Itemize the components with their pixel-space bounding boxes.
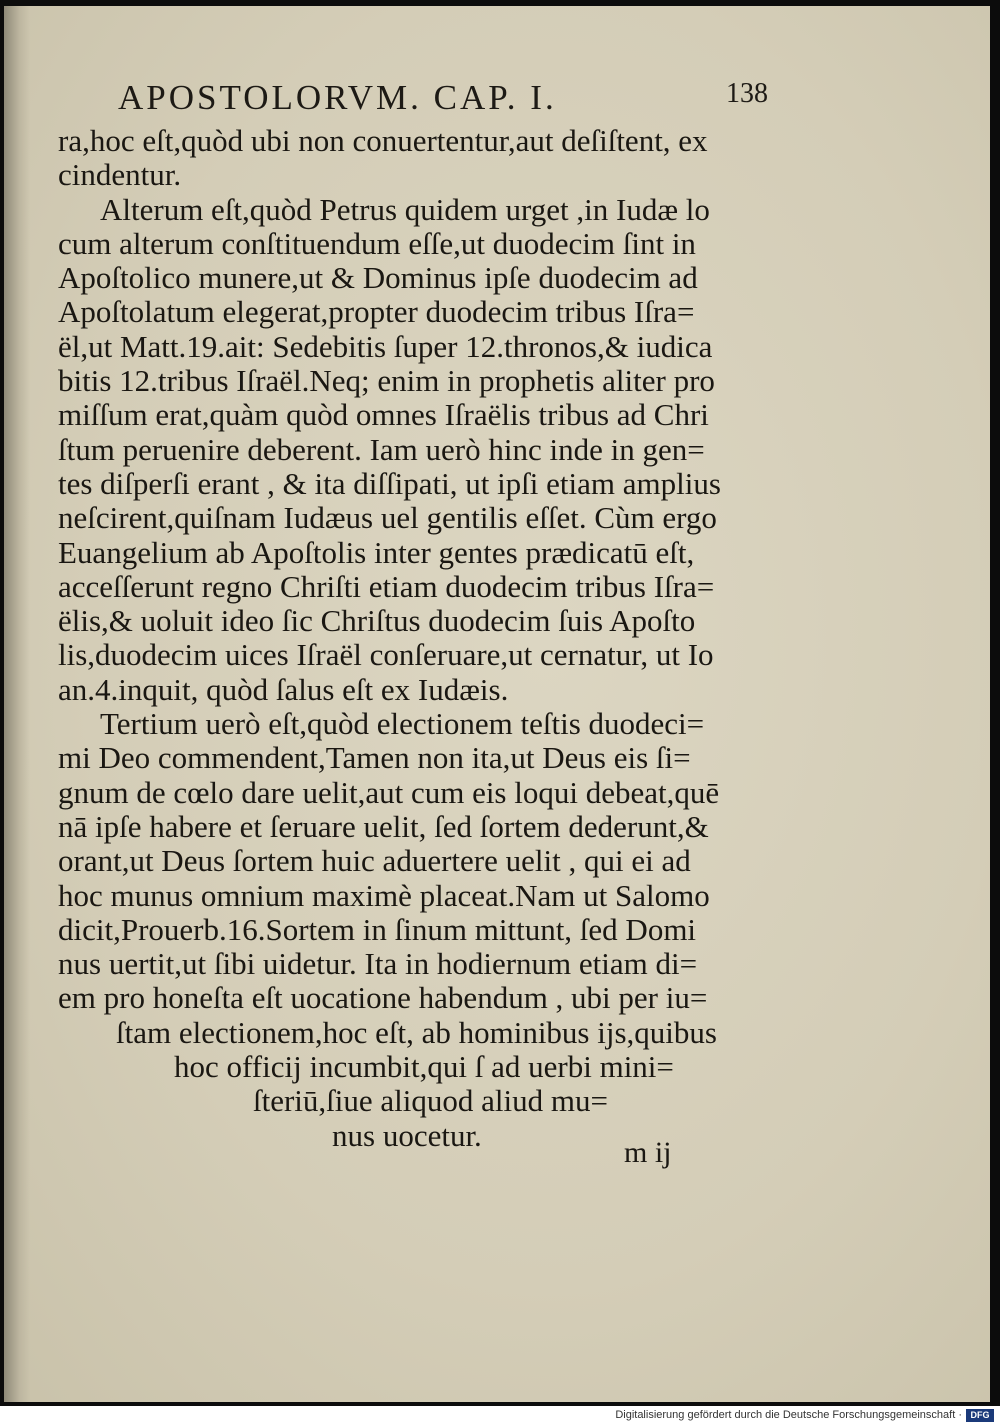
text-line: nus uocetur. bbox=[332, 1118, 482, 1153]
text-line: ra,hoc eſt,quòd ubi non conuertentur,aut deſiſtent, ex bbox=[58, 124, 708, 158]
text-line: ëlis,& uoluit ideo ſic Chriſtus duodecim ſuis Apoſto bbox=[58, 604, 696, 639]
running-head: APOSTOLORVM. CAP. I. bbox=[118, 78, 557, 117]
text-line: nus uertit,ut ſibi uidetur. Ita in hodiernum etiam di= bbox=[58, 947, 698, 982]
text-line: acceſſerunt regno Chriſti etiam duodecim tribus Iſra= bbox=[58, 569, 715, 604]
text-line: Apoſtolico munere,ut & Dominus ipſe duodecim ad bbox=[58, 261, 698, 296]
text-line: ſteriū,ſiue aliquod aliud mu= bbox=[253, 1084, 608, 1119]
digitization-credit: Digitalisierung gefördert durch die Deutsche Forschungsgemeinschaft · bbox=[615, 1409, 962, 1421]
text-line: an.4.inquit, quòd ſalus eſt ex Iudæis. bbox=[58, 672, 509, 707]
text-line: nā ipſe habere et ſeruare uelit, ſed ſortem dederunt,& bbox=[58, 809, 709, 844]
text-line: em pro honeſta eſt uocatione habendum , ubi per iu= bbox=[58, 981, 708, 1016]
dfg-logo: DFG bbox=[966, 1409, 994, 1422]
text-line: ſtam electionem,hoc eſt, ab hominibus ijs,quibus bbox=[116, 1015, 717, 1050]
text-line: ël,ut Matt.19.ait: Sedebitis ſuper 12.thronos,& iudica bbox=[58, 329, 713, 364]
text-line: orant,ut Deus ſortem huic aduertere uelit , qui ei ad bbox=[58, 844, 691, 879]
text-line: gnum de cœlo dare uelit,aut cum eis loqui debeat,quē bbox=[58, 775, 720, 810]
text-line: tes diſperſi erant , & ita diſſipati, ut ipſi etiam amplius bbox=[58, 466, 721, 501]
page-gutter-shadow bbox=[4, 6, 30, 1402]
text-line: miſſum erat,quàm quòd omnes Iſraëlis tribus ad Chri bbox=[58, 398, 709, 433]
text-line: ſtum peruenire deberent. Iam uerò hinc inde in gen= bbox=[58, 432, 705, 467]
text-line: hoc officij incumbit,qui ſ ad uerbi mini= bbox=[174, 1050, 674, 1085]
body-text bbox=[58, 124, 758, 1153]
text-line: Euangelium ab Apoſtolis inter gentes prædicatū eſt, bbox=[58, 535, 695, 570]
text-line: neſcirent,quiſnam Iudæus uel gentilis eſſet. Cùm ergo bbox=[58, 501, 717, 536]
text-line: bitis 12.tribus Iſraël.Neq; enim in prophetis aliter pro bbox=[58, 364, 715, 399]
page-header bbox=[118, 78, 768, 118]
text-line: Alterum eſt,quòd Petrus quidem urget ,in Iudæ lo bbox=[100, 192, 710, 227]
text-line: dicit,Prouerb.16.Sortem in ſinum mittunt, ſed Domi bbox=[58, 912, 697, 947]
text-line: hoc munus omnium maximè placeat.Nam ut Salomo bbox=[58, 878, 710, 913]
text-line: cindentur. bbox=[58, 158, 182, 193]
folio-number: 138 bbox=[726, 78, 768, 109]
text-line: Tertium uerò eſt,quòd electionem teſtis duodeci= bbox=[100, 707, 705, 742]
signature-mark: m ij bbox=[624, 1136, 672, 1169]
text-line: mi Deo commendent,Tamen non ita,ut Deus eis ſi= bbox=[58, 741, 691, 776]
text-line: Apoſtolatum elegerat,propter duodecim tribus Iſra= bbox=[58, 295, 695, 330]
text-line: cum alterum conſtituendum eſſe,ut duodecim ſint in bbox=[58, 226, 696, 261]
text-line: lis,duodecim uices Iſraël conſeruare,ut cernatur, ut Io bbox=[58, 638, 714, 673]
